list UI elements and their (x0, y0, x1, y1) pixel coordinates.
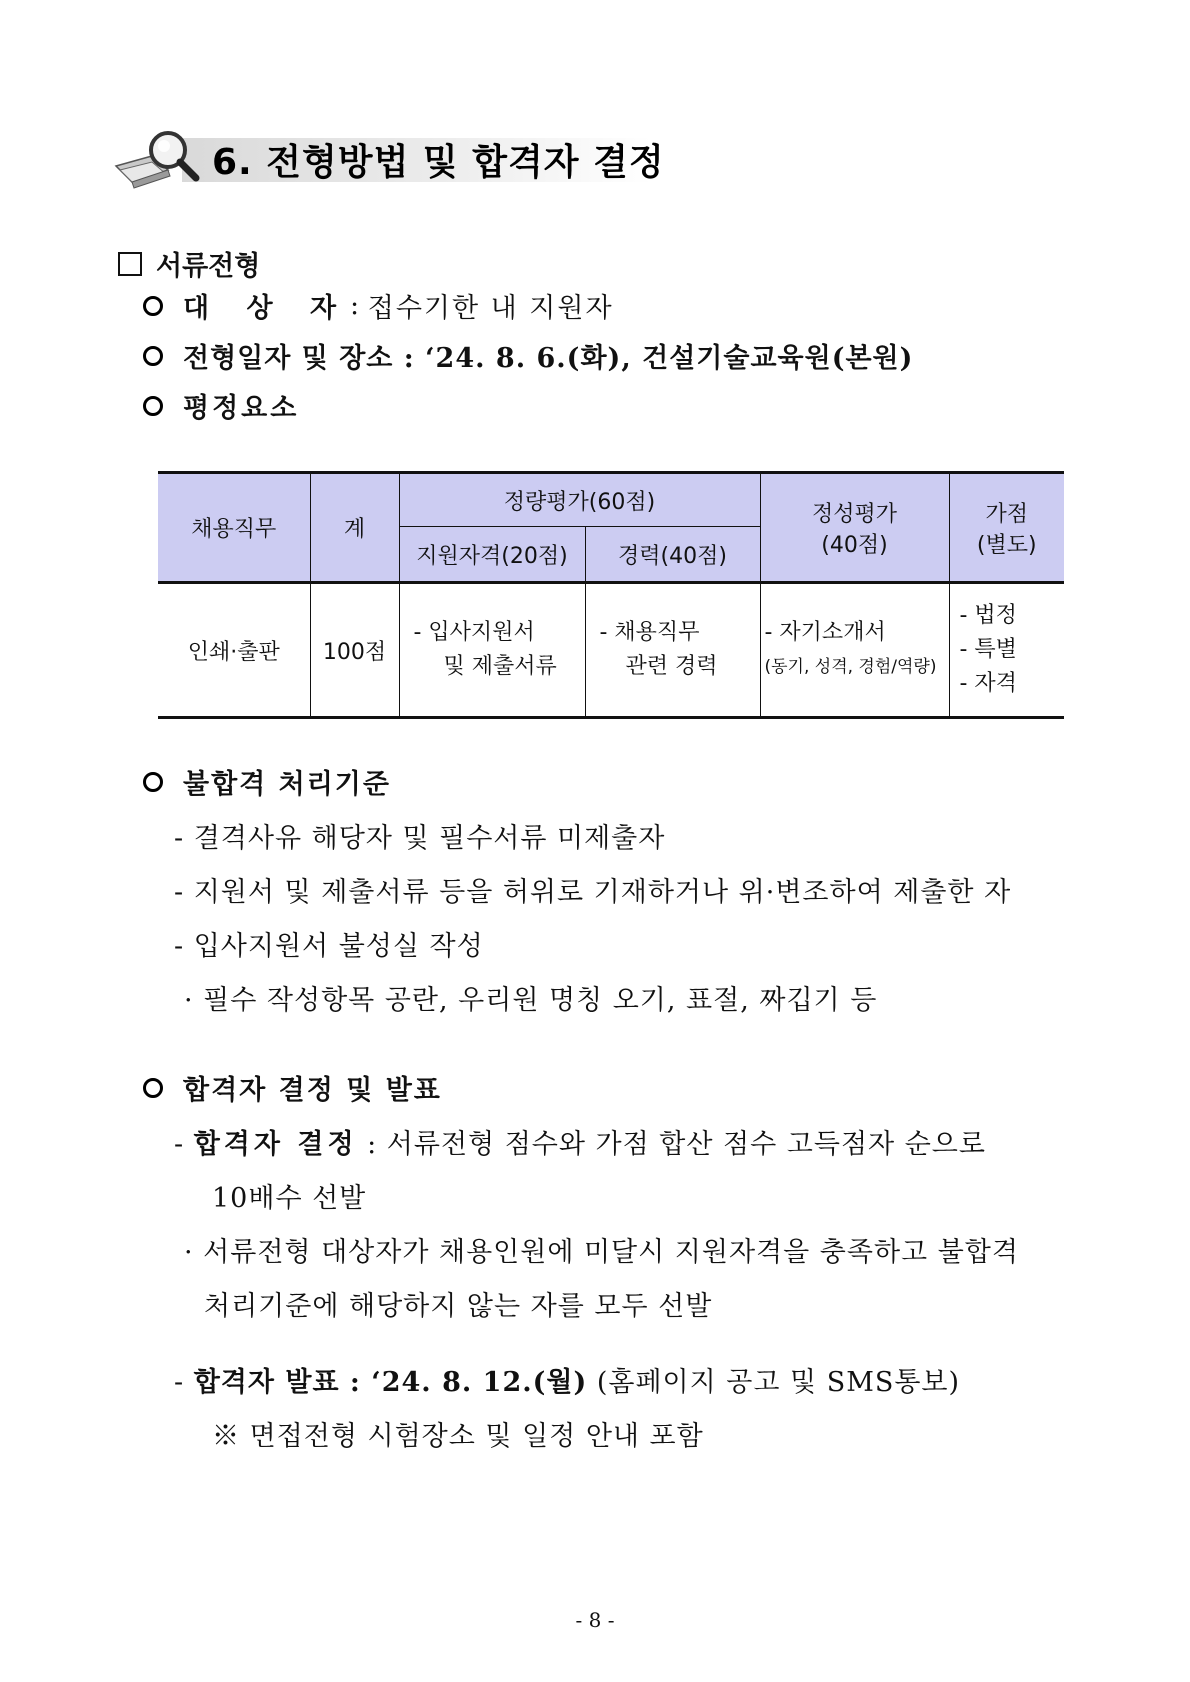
pass-decision (174, 1122, 986, 1161)
reject-line-1: - 결격사유 해당자 및 필수서류 미제출자 (174, 823, 666, 854)
book-magnifier-icon (112, 126, 222, 192)
reject-heading (143, 762, 391, 801)
checkbox-square-icon (118, 252, 142, 276)
reject-line-4: · 필수 작성항목 공란, 우리원 명칭 오기, 표절, 짜깁기 등 (184, 985, 878, 1016)
elements-item (143, 386, 299, 425)
cell-quant-docs-line2: 및 제출서류 (443, 654, 557, 679)
reject-line-2: - 지원서 및 제출서류 등을 허위로 기재하거나 위·변조하여 제출한 자 (174, 877, 1012, 908)
pass-announce-text: (홈페이지 공고 및 SMS통보) (596, 1367, 961, 1398)
pass-decision-text: : 서류전형 점수와 가점 합산 점수 고득점자 순으로 (367, 1129, 986, 1160)
header-qualification-label: 자격(20점) (458, 543, 568, 569)
cell-bonus-line3: - 자격 (959, 671, 1017, 696)
cell-quant-career-line2: 관련 경력 (625, 654, 718, 679)
header-quantitative: 정량평가(60점) (399, 473, 760, 527)
date-place-text: 전형일자 및 장소 : ‘24. 8. 6.(화), 건설기술교육원(본원) (183, 343, 914, 374)
cell-quant-docs (399, 583, 585, 718)
header-job: 채용직무 (158, 473, 310, 583)
cell-quant-career-line1: - 채용직무 (599, 620, 700, 645)
section-header (112, 126, 665, 192)
pass-title: 합격자 결정 및 발표 (183, 1075, 442, 1106)
header-bonus-label: 가점 (985, 501, 1028, 527)
cell-bonus-line2: - 특별 (959, 637, 1017, 662)
dash-bullet: - (174, 1129, 194, 1160)
circle-bullet-icon (143, 772, 163, 792)
target-colon: : (350, 290, 368, 321)
header-qualitative-label: 정성평가 (811, 501, 897, 527)
header-qualification (399, 527, 585, 583)
dash-bullet: - (174, 1367, 194, 1398)
target-label: 대 상 자 (183, 293, 351, 324)
pass-announce-label: 합격자 발표 : ‘24. 8. 12.(월) (193, 1367, 588, 1398)
reject-title: 불합격 처리기준 (183, 769, 391, 800)
pass-decision-text-2: 10배수 선발 (212, 1183, 367, 1214)
pass-note-1: · 서류전형 대상자가 채용인원에 미달시 지원자격을 충족하고 불합격 (184, 1237, 1019, 1268)
header-qualitative-points: (40점) (821, 532, 888, 558)
cell-quant-docs-line1: - 입사지원서 (413, 620, 535, 645)
cell-job: 인쇄·출판 (158, 583, 310, 718)
pass-decision-label: 합격자 결정 (193, 1129, 358, 1160)
pass-announce (174, 1360, 960, 1399)
evaluation-table (158, 471, 1064, 719)
circle-bullet-icon (143, 1078, 163, 1098)
target-value: 접수기한 내 지원자 (367, 293, 614, 324)
table-row (158, 583, 1064, 718)
header-qualification-prefix: 지원 (416, 543, 459, 569)
date-place-item (143, 336, 913, 375)
cell-qualitative (760, 583, 949, 718)
circle-bullet-icon (143, 296, 163, 316)
cell-qualitative-line1: - 자기소개서 (764, 620, 886, 645)
header-qualitative (760, 473, 949, 583)
pass-note-2: 처리기준에 해당하지 않는 자를 모두 선발 (204, 1291, 713, 1322)
cell-bonus-line1: - 법정 (959, 603, 1017, 628)
header-bonus-sub: (별도) (976, 532, 1037, 558)
cell-qualitative-line2: (동기, 성격, 경험/역량) (764, 657, 937, 677)
circle-bullet-icon (143, 346, 163, 366)
header-total: 계 (310, 473, 399, 583)
doc-screening-heading (118, 244, 260, 283)
reject-line-3: - 입사지원서 불성실 작성 (174, 931, 484, 962)
section-title: 6. 전형방법 및 합격자 결정 (212, 142, 665, 183)
pass-announce-note: ※ 면접전형 시험장소 및 일정 안내 포함 (212, 1421, 704, 1452)
cell-bonus (949, 583, 1064, 718)
header-bonus (949, 473, 1064, 583)
cell-quant-career (585, 583, 760, 718)
cell-total: 100점 (310, 583, 399, 718)
circle-bullet-icon (143, 396, 163, 416)
pass-heading (143, 1068, 442, 1107)
elements-label: 평정요소 (183, 393, 300, 424)
header-career: 경력(40점) (585, 527, 760, 583)
page-number: - 8 - (575, 1608, 615, 1632)
target-item (143, 286, 614, 325)
doc-screening-title: 서류전형 (156, 251, 261, 282)
